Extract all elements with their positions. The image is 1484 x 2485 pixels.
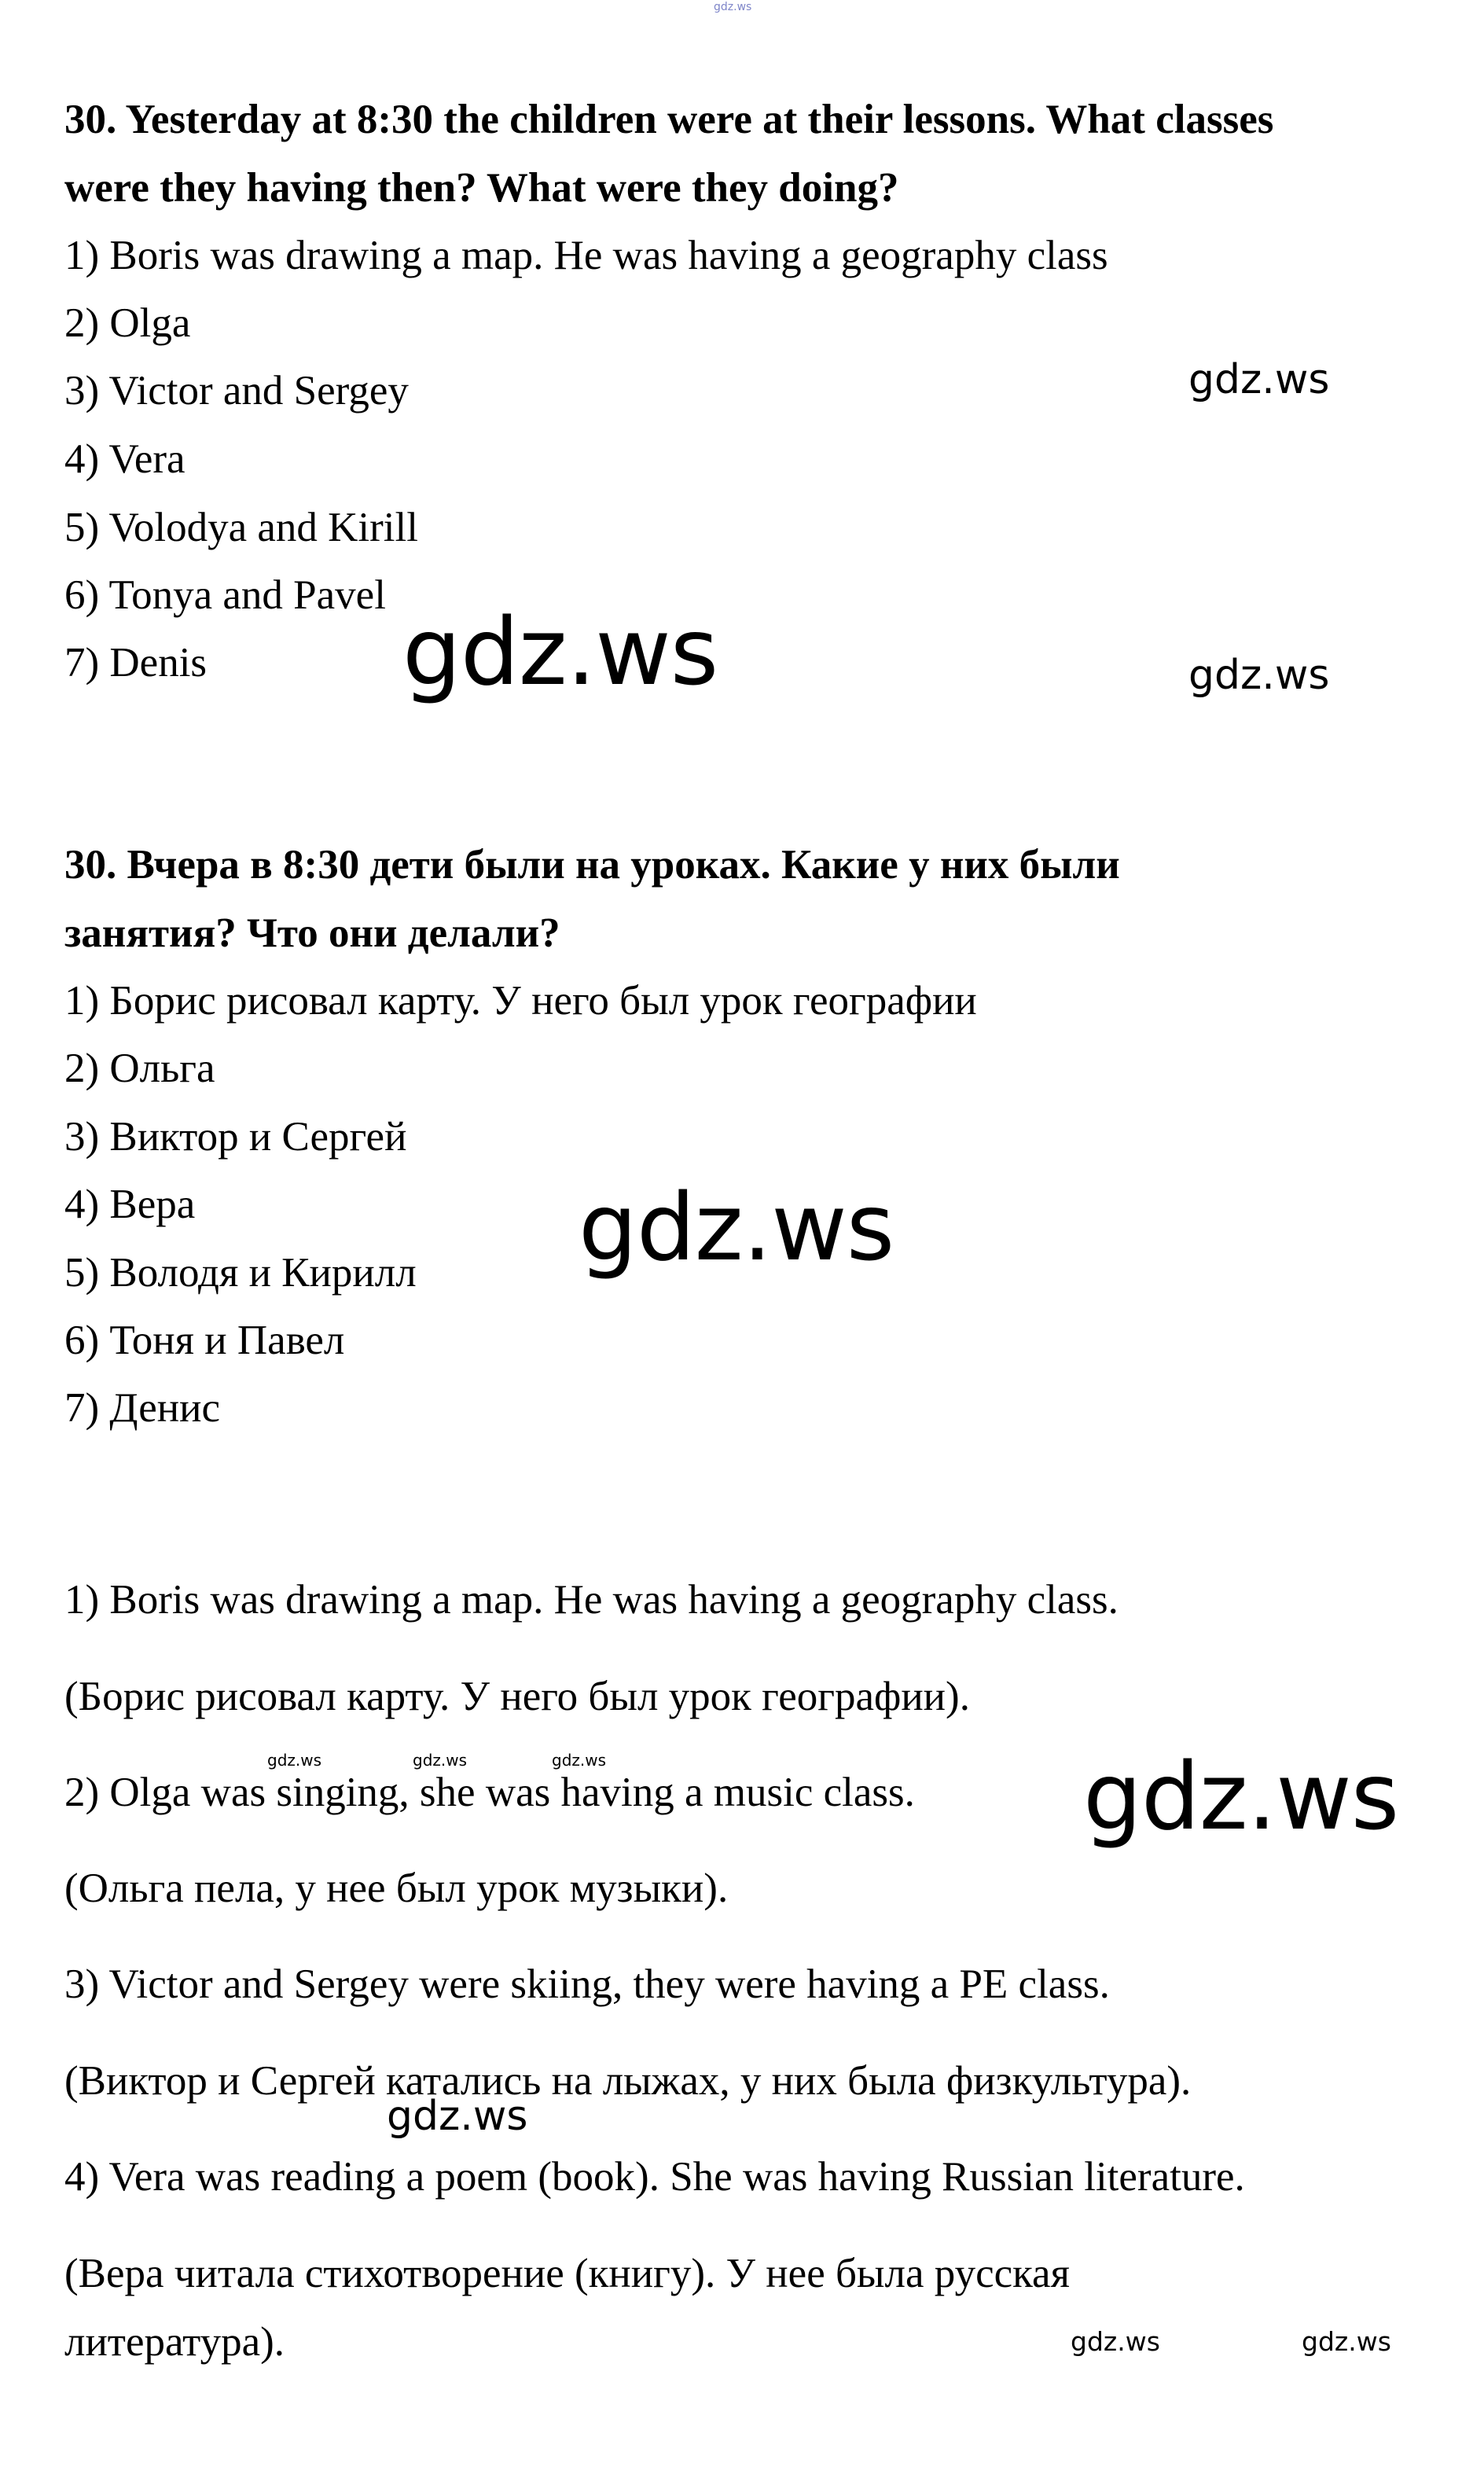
answer-russian: (Виктор и Сергей катались на лыжах, у них была физкультура). xyxy=(64,2058,1192,2104)
answer-english: 2) Olga was singing, she was having a music class. xyxy=(64,1770,915,1815)
exercise-heading-line-1: 30. Вчера в 8:30 дети были на уроках. Какие у них были xyxy=(64,842,1120,888)
exercise-item: 1) Борис рисовал карту. У него был урок географии xyxy=(64,978,977,1024)
answer-russian: литература). xyxy=(64,2319,285,2365)
answer-russian: (Ольга пела, у нее был урок музыки). xyxy=(64,1866,729,1911)
exercise-item: 2) Ольга xyxy=(64,1046,215,1091)
watermark: gdz.ws xyxy=(579,1173,894,1281)
watermark: gdz.ws xyxy=(1071,2326,1160,2357)
exercise-item: 2) Olga xyxy=(64,300,191,346)
answer-russian: (Борис рисовал карту. У него был урок географии). xyxy=(64,1674,970,1719)
watermark: gdz.ws xyxy=(1188,652,1330,699)
watermark: gdz.ws xyxy=(1188,356,1330,403)
watermark: gdz.ws xyxy=(413,1751,468,1770)
exercise-item: 4) Вера xyxy=(64,1182,196,1227)
exercise-heading-line-2: were they having then? What were they doing? xyxy=(64,165,899,211)
watermark: gdz.ws xyxy=(1083,1742,1399,1851)
answer-english: 1) Boris was drawing a map. He was having a geography class. xyxy=(64,1577,1119,1623)
exercise-heading-line-1: 30. Yesterday at 8:30 the children were at their lessons. What classes xyxy=(64,97,1274,142)
exercise-item: 5) Володя и Кирилл xyxy=(64,1250,417,1296)
watermark: gdz.ws xyxy=(267,1751,322,1770)
exercise-item: 4) Vera xyxy=(64,436,186,482)
watermark: gdz.ws xyxy=(1302,2326,1391,2357)
exercise-item: 5) Volodya and Kirill xyxy=(64,505,418,550)
exercise-item: 3) Виктор и Сергей xyxy=(64,1114,407,1160)
exercise-item: 7) Denis xyxy=(64,640,208,686)
exercise-item: 7) Денис xyxy=(64,1385,220,1431)
exercise-item: 1) Boris was drawing a map. He was having a geography class xyxy=(64,233,1108,278)
answer-english: 4) Vera was reading a poem (book). She was having Russian literature. xyxy=(64,2154,1245,2200)
exercise-heading-line-2: занятия? Что они делали? xyxy=(64,910,560,956)
exercise-item: 3) Victor and Sergey xyxy=(64,368,409,414)
watermark-top: gdz.ws xyxy=(714,1,752,13)
exercise-item: 6) Tonya and Pavel xyxy=(64,572,386,618)
answer-russian: (Вера читала стихотворение (книгу). У нее была русская xyxy=(64,2251,1070,2296)
answer-english: 3) Victor and Sergey were skiing, they were having a PE class. xyxy=(64,1961,1110,2007)
watermark: gdz.ws xyxy=(402,597,718,706)
exercise-item: 6) Тоня и Павел xyxy=(64,1318,345,1363)
watermark: gdz.ws xyxy=(552,1751,607,1770)
watermark: gdz.ws xyxy=(387,2093,528,2140)
